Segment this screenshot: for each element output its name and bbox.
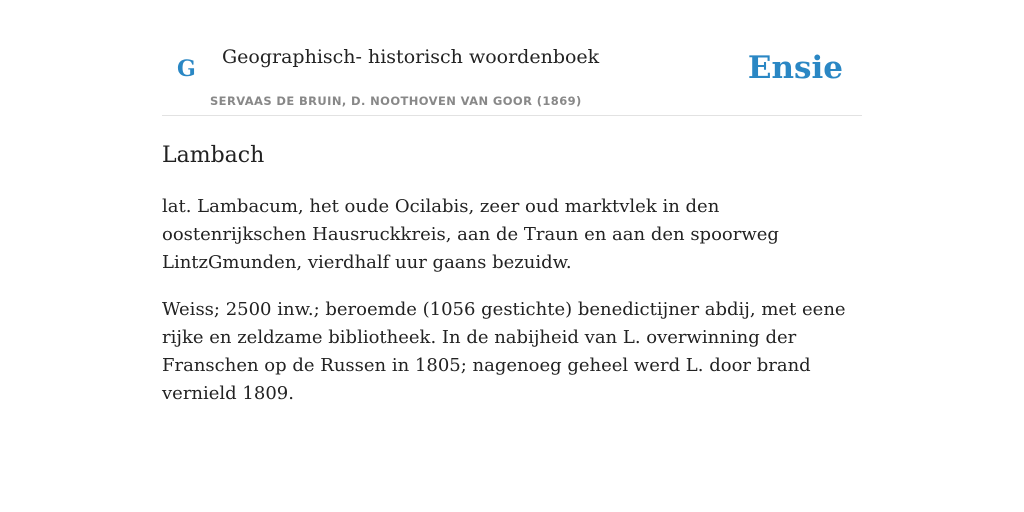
page-container <box>162 0 862 408</box>
entry-paragraph: lat. Lambacum, het oude Ocilabis, zeer oud marktvlek in den oostenrijkschen Hausruckkreis, aan de Traun en aan den spoorweg LintzGmunden, vierdhalf uur gaans bezuidw. <box>162 196 779 273</box>
book-author: SERVAAS DE BRUIN, D. NOOTHOVEN VAN GOOR (1869) <box>210 94 582 108</box>
book-initial-icon[interactable]: G <box>177 56 196 82</box>
book-header <box>162 0 862 116</box>
book-title-link[interactable]: Geographisch- historisch woordenboek <box>222 46 600 68</box>
entry-paragraph: Weiss; 2500 inw.; beroemde (1056 gestichte) benedictijner abdij, met eene rijke en zeldzame bibliotheek. In de nabijheid van L. overwinning der Franschen op de Russen in 1805; nagenoeg geheel werd L. door brand vernield 1809. <box>162 299 846 404</box>
entry-body <box>162 193 862 408</box>
ensie-logo-link[interactable]: Ensie <box>747 50 843 86</box>
entry-title: Lambach <box>162 143 265 168</box>
